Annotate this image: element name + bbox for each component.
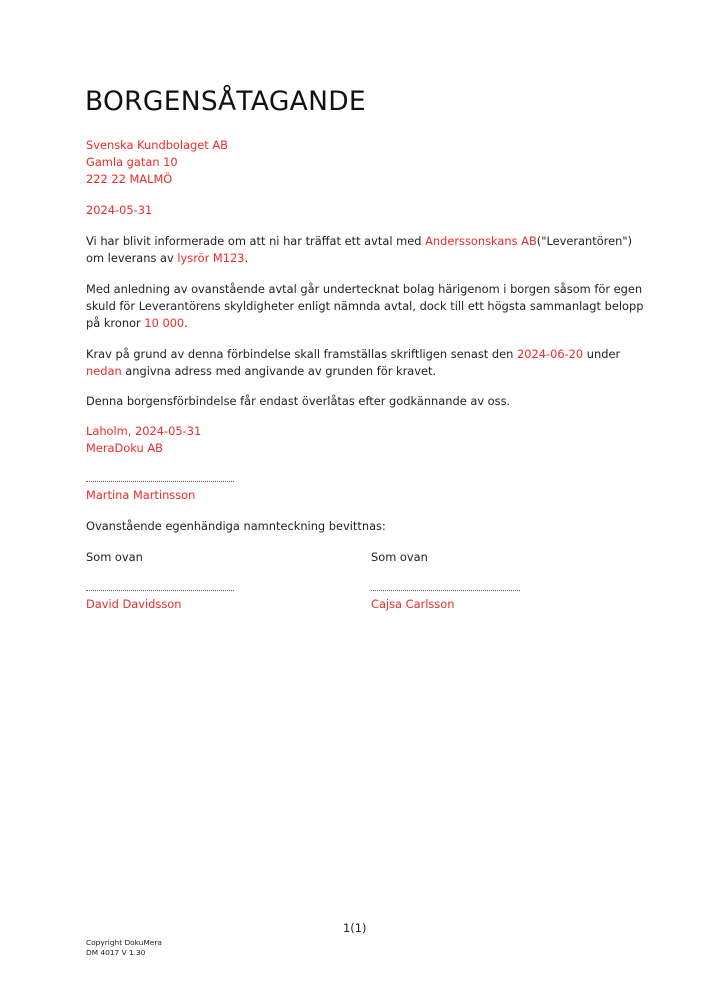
witness-name: Cajsa Carlsson — [371, 597, 455, 611]
witness-signature-line — [371, 590, 520, 591]
signature-line — [86, 481, 234, 482]
footer-copyright: Copyright DokuMera — [86, 938, 162, 947]
text: ("Leverantören") — [536, 234, 633, 248]
document-title: BORGENSÅTAGANDE — [85, 86, 366, 117]
text: angivna adress med angivande av grunden för kravet. — [121, 364, 437, 378]
paragraph-line — [86, 346, 620, 364]
paragraph-transfer: Denna borgensförbindelse får endast överlåtas efter godkännande av oss. — [86, 394, 511, 408]
witness-signature-line — [86, 590, 234, 591]
paragraph-line — [86, 363, 436, 381]
witness-intro: Ovanstående egenhändiga namnteckning bevittnas: — [86, 519, 386, 533]
paragraph-line: Med anledning av ovanstående avtal går undertecknat bolag härigenom i borgen såsom för egen — [86, 282, 643, 296]
product-name: lysrör M123 — [177, 251, 245, 265]
recipient-street: Gamla gatan 10 — [86, 155, 178, 169]
signature-company: MeraDoku AB — [86, 441, 163, 455]
page-number: 1(1) — [343, 921, 367, 935]
text: Vi har blivit informerade om att ni har träffat ett avtal med — [86, 234, 426, 248]
paragraph-line — [86, 233, 632, 251]
witness-name: David Davidsson — [86, 597, 182, 611]
paragraph-line: skuld för Leverantörens skyldigheter enligt nämnda avtal, dock till ett högsta sammanlagt belopp — [86, 299, 644, 313]
signature-place-date: Laholm, 2024-05-31 — [86, 424, 202, 438]
guarantee-amount: 10 000 — [144, 316, 185, 330]
text: . — [244, 251, 249, 265]
text: om leverans av — [86, 251, 178, 265]
text: Krav på grund av denna förbindelse skall framställas skriftligen senast den — [86, 347, 517, 361]
paragraph-line — [86, 315, 188, 333]
witness-label: Som ovan — [371, 550, 428, 564]
footer-doc-id: DM 4017 V 1.30 — [86, 948, 146, 957]
text: på kronor — [86, 316, 145, 330]
address-reference: nedan — [86, 364, 122, 378]
recipient-company: Svenska Kundbolaget AB — [86, 138, 228, 152]
paragraph-line — [86, 250, 248, 268]
text: . — [184, 316, 188, 330]
text: under — [583, 347, 621, 361]
recipient-city: 222 22 MALMÖ — [86, 172, 173, 186]
deadline-date: 2024-06-20 — [516, 347, 584, 361]
witness-label: Som ovan — [86, 550, 143, 564]
signer-name: Martina Martinsson — [86, 488, 196, 502]
supplier-name: Anderssonskans AB — [425, 234, 537, 248]
document-date: 2024-05-31 — [86, 203, 153, 217]
